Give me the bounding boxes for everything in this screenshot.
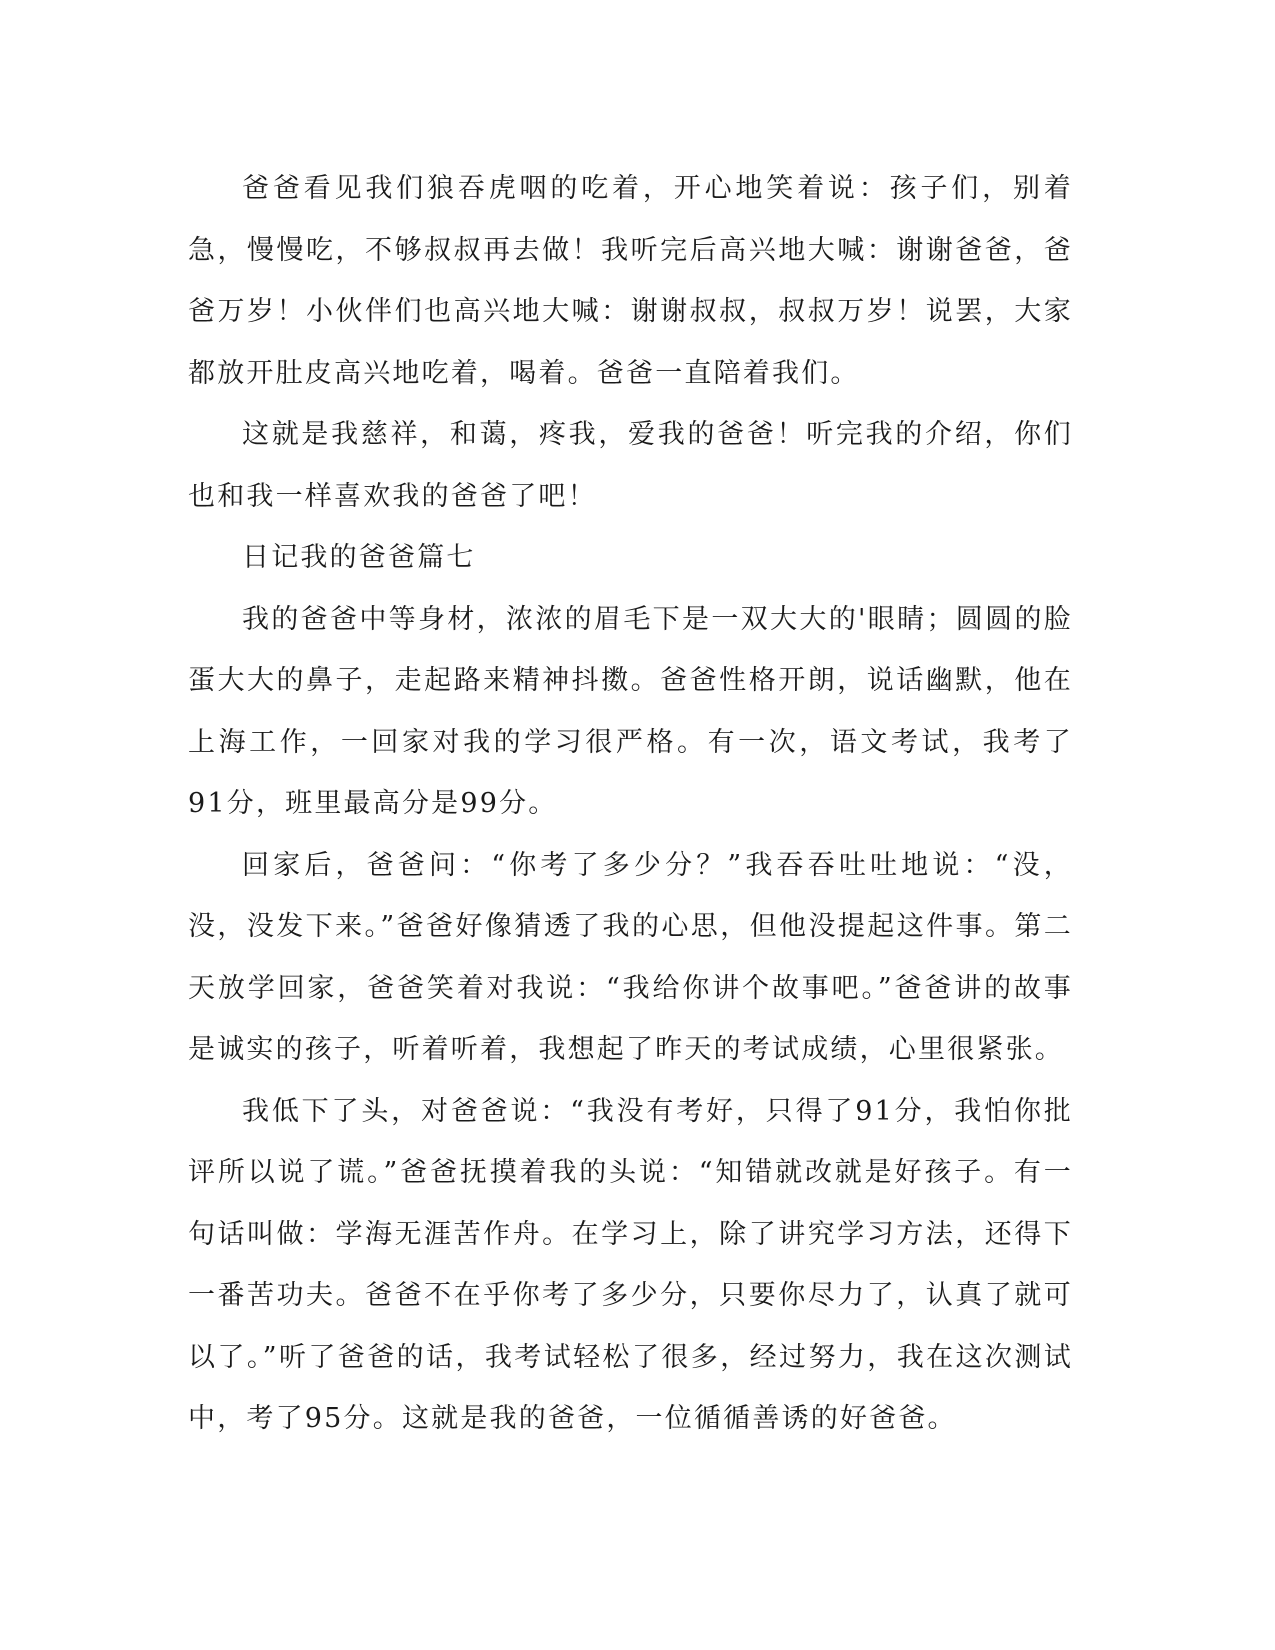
paragraph: 我低下了头，对爸爸说：“我没有考好，只得了91分，我怕你批评所以说了谎。”爸爸抚摸着我的头说：“知错就改就是好孩子。有一句话叫做：学海无涯苦作舟。在学习上，除了讲究学习方法，还得下一番苦功夫。爸爸不在乎你考了多少分，只要你尽力了，认真了就可以了。”听了爸爸的话，我考试轻松了很多，经过努力，我在这次测试中，考了95分。这就是我的爸爸，一位循循善诱的好爸爸。 xyxy=(188,1095,1073,1434)
paragraph: 我的爸爸中等身材，浓浓的眉毛下是一双大大的'眼睛；圆圆的脸蛋大大的鼻子，走起路来精神抖擞。爸爸性格开朗，说话幽默，他在上海工作，一回家对我的学习很严格。有一次，语文考试，我考了91分，班里最高分是99分。 xyxy=(188,603,1073,819)
paragraph: 回家后，爸爸问：“你考了多少分？”我吞吞吐吐地说：“没，没，没发下来。”爸爸好像猜透了我的心思，但他没提起这件事。第二天放学回家，爸爸笑着对我说：“我给你讲个故事吧。”爸爸讲的故事是诚实的孩子，听着听着，我想起了昨天的考试成绩，心里很紧张。 xyxy=(188,849,1073,1065)
paragraph: 这就是我慈祥，和蔼，疼我，爱我的爸爸！听完我的介绍，你们也和我一样喜欢我的爸爸了吧！ xyxy=(188,419,1073,512)
section-title: 日记我的爸爸篇七 xyxy=(242,542,476,573)
document-body xyxy=(188,158,1073,1450)
paragraph: 爸爸看见我们狼吞虎咽的吃着，开心地笑着说：孩子们，别着急，慢慢吃，不够叔叔再去做！我听完后高兴地大喊：谢谢爸爸，爸爸万岁！小伙伴们也高兴地大喊：谢谢叔叔，叔叔万岁！说罢，大家都放开肚皮高兴地吃着，喝着。爸爸一直陪着我们。 xyxy=(188,173,1073,389)
